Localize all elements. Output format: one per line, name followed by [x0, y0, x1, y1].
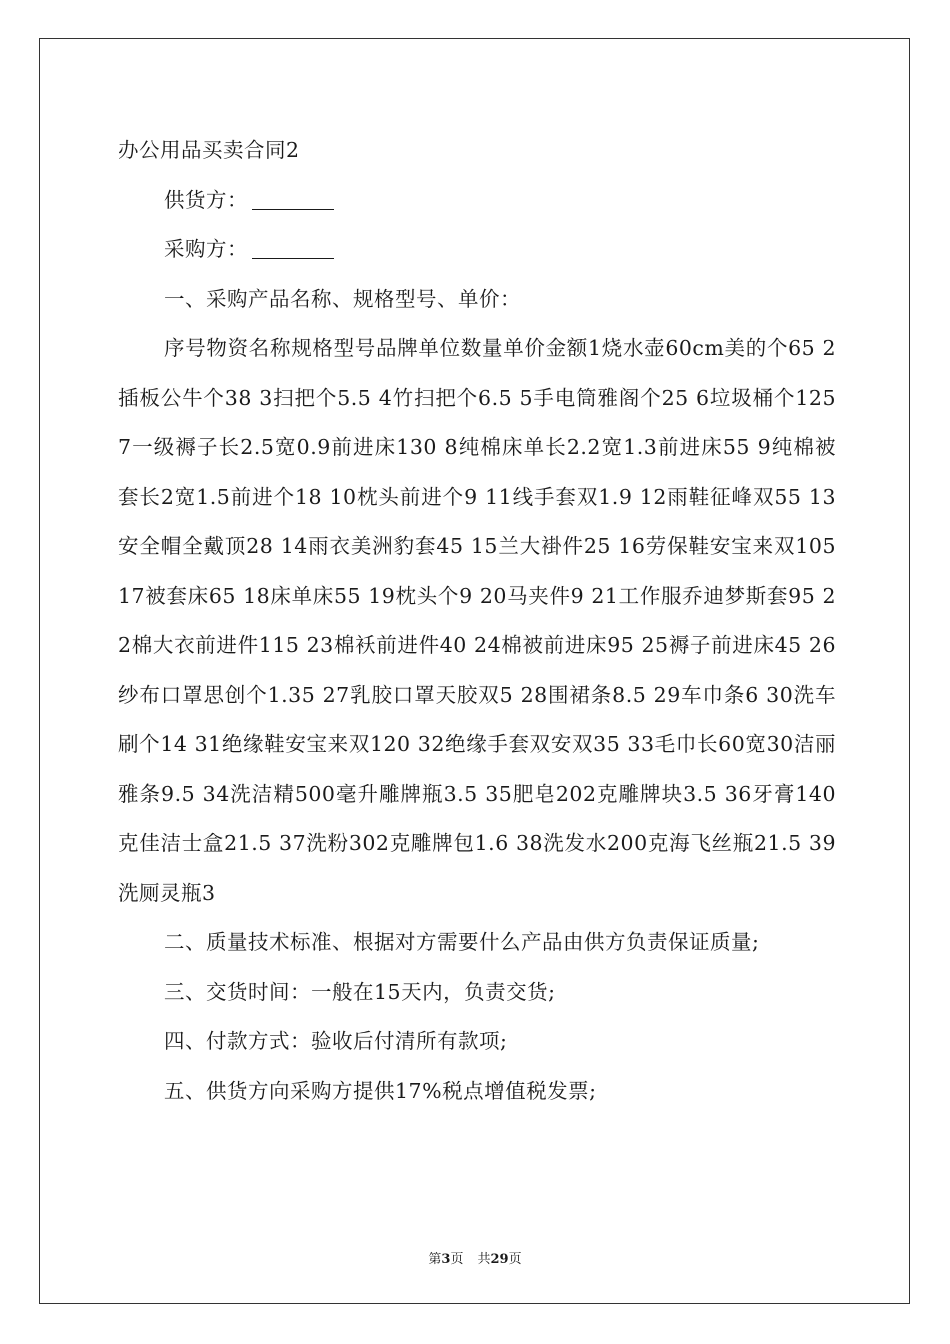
- page-suffix: 页: [450, 1252, 464, 1267]
- supplier-line: [118, 176, 836, 226]
- buyer-label: 采购方：: [164, 237, 248, 261]
- page-footer: [0, 1248, 950, 1267]
- product-table-text: 序号物资名称规格型号品牌单位数量单价金额1烧水壶60cm美的个65 2插板公牛个38 3扫把个5.5 4竹扫把个6.5 5手电筒雅阁个25 6垃圾桶个125 7一级褥子长2.5宽0.9前进床130 8纯棉床单长2.2宽1.3前进床55 9纯棉被套长2宽1.5前进个18 10枕头前进个9 11线手套双1.9 12雨鞋征峰双55 13安全帽全戴顶28 14雨衣美洲豹套45 15兰大褂件25 16劳保鞋安宝来双105 17被套床65 18床单床55 19枕头个9 20马夹件9 21工作服乔迪梦斯套95 22棉大衣前进件115 23棉袄前进件40 24棉被前进床95 25褥子前进床45 26纱布口罩思创个1.35 27乳胶口罩天胶双5 28围裙条8.5 29车巾条6 30洗车刷个14 31绝缘鞋安宝来双120 32绝缘手套双安双35 33毛巾长60宽30洁丽雅条9.5 34洗洁精500毫升雕牌瓶3.5 35肥皂202克雕牌块3.5 36牙膏140克佳洁士盒21.5 37洗粉302克雕牌包1.6 38洗发水200克海飞丝瓶21.5 39洗厕灵瓶3: [118, 336, 836, 905]
- page-prefix: 第: [428, 1252, 442, 1267]
- total-suffix: 页: [508, 1252, 522, 1267]
- section-5: 五、供货方向采购方提供17%税点增值税发票;: [164, 1078, 597, 1103]
- total-prefix: 共: [477, 1252, 491, 1267]
- page-number: 3: [441, 1252, 451, 1267]
- total-pages: 29: [490, 1252, 509, 1267]
- section-3: 三、交货时间：一般在15天内，负责交货;: [164, 979, 556, 1004]
- document-body: [118, 126, 836, 1116]
- supplier-blank: [252, 189, 334, 210]
- section-4: 四、付款方式：验收后付清所有款项;: [164, 1029, 508, 1053]
- buyer-blank: [252, 238, 334, 259]
- section-1-heading: 一、采购产品名称、规格型号、单价：: [164, 286, 521, 311]
- section-2: 二、质量技术标准、根据对方需要什么产品由供方负责保证质量;: [164, 930, 760, 954]
- buyer-line: [118, 225, 836, 275]
- document-title: 办公用品买卖合同2: [118, 138, 300, 162]
- supplier-label: 供货方：: [164, 187, 248, 212]
